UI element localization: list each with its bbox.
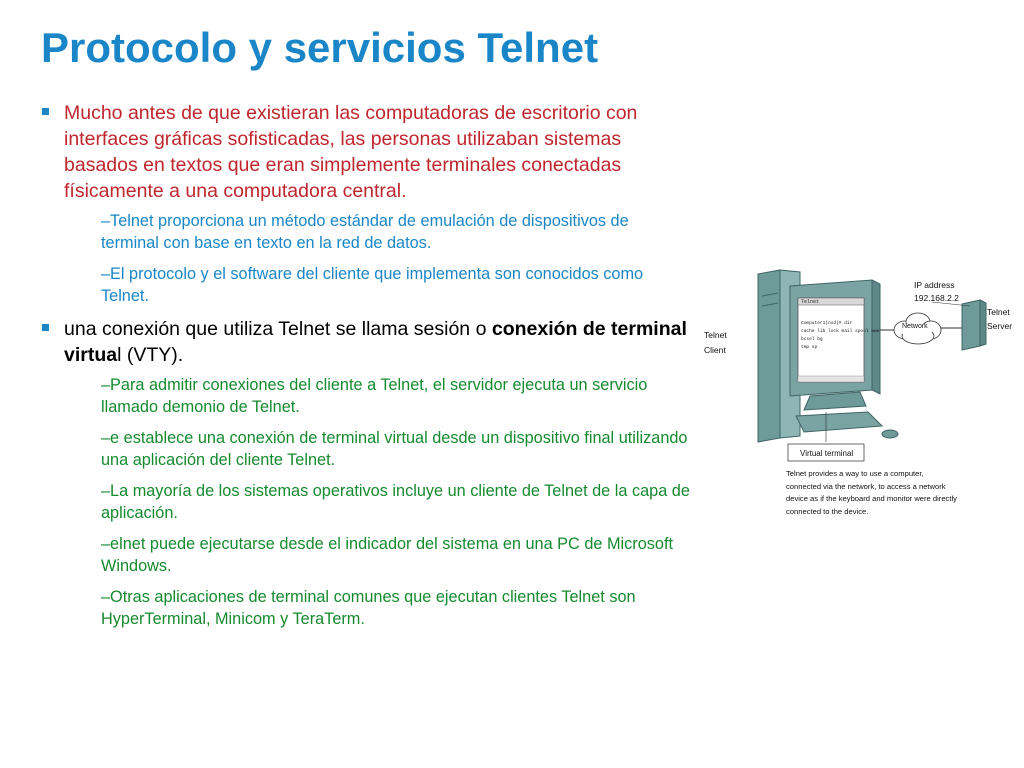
bullet-2-text-after: l (VTY).	[117, 344, 184, 366]
sub-bullet-2-4: –elnet puede ejecutarse desde el indicador del sistema en una PC de Microsoft Windows.	[101, 535, 673, 575]
sub-bullet-2-1: –Para admitir conexiones del cliente a Telnet, el servidor ejecuta un servicio llamado demonio de Telnet.	[101, 376, 648, 416]
telnet-diagram-graphic	[700, 266, 1014, 466]
slide-content	[40, 100, 690, 639]
terminal-screen-line-2: cache lib lock mail spool www	[801, 329, 880, 334]
diagram-caption: Telnet provides a way to use a computer, connected via the network, to access a network device as if the keyboard and monitor were directly connected to the device.	[786, 469, 957, 516]
slide-title: Protocolo y servicios Telnet	[41, 24, 599, 71]
network-label: Network	[902, 323, 928, 330]
terminal-screen-line-1: Computer1(nsd)# dir	[801, 321, 853, 326]
telnet-server-label-1: Telnet	[987, 307, 1010, 317]
telnet-client-label-1: Telnet	[704, 330, 727, 340]
bullet-marker	[42, 108, 49, 115]
terminal-screen-line-4: tmp sp	[801, 345, 818, 350]
bullet-1	[40, 100, 690, 204]
sub-bullet-1-1: –Telnet proporciona un método estándar de emulación de dispositivos de terminal con base en texto en la red de datos.	[101, 212, 629, 252]
bullet-marker	[42, 324, 49, 331]
bullet-2-text-before: una conexión que utiliza Telnet se llama sesión o	[64, 318, 492, 340]
terminal-screen-line-3: bcsel bg	[801, 337, 823, 342]
bullet-2	[40, 316, 690, 368]
ip-address-label: IP address	[914, 280, 955, 290]
sub-bullet-2-2: –e establece una conexión de terminal virtual desde un dispositivo final utilizando una aplicación del cliente Telnet.	[101, 429, 688, 469]
bullet-1-text: Mucho antes de que existieran las computadoras de escritorio con interfaces gráficas sofisticadas, las personas utilizaban sistemas basados en textos que eran simplemente terminales conectadas físicamente a una computadora central.	[64, 102, 638, 202]
telnet-server-label-2: Server	[987, 321, 1013, 331]
terminal-window-title: Telnet	[801, 299, 820, 305]
telnet-client-label-2: Client	[704, 345, 726, 355]
sub-bullet-1-2: –El protocolo y el software del cliente que implementa son conocidos como Telnet.	[101, 265, 644, 305]
ip-address-value: 192.168.2.2	[914, 293, 959, 303]
bullet-2-bold: conexión de terminal virtua	[64, 318, 687, 366]
sub-bullet-2-3: –La mayoría de los sistemas operativos incluye un cliente de Telnet de la capa de aplicación.	[101, 482, 690, 522]
virtual-terminal-label: Virtual terminal	[800, 449, 854, 458]
telnet-diagram	[700, 266, 1014, 536]
sub-bullet-2-5: –Otras aplicaciones de terminal comunes que ejecutan clientes Telnet son HyperTerminal, Minicom y TeraTerm.	[101, 588, 636, 628]
